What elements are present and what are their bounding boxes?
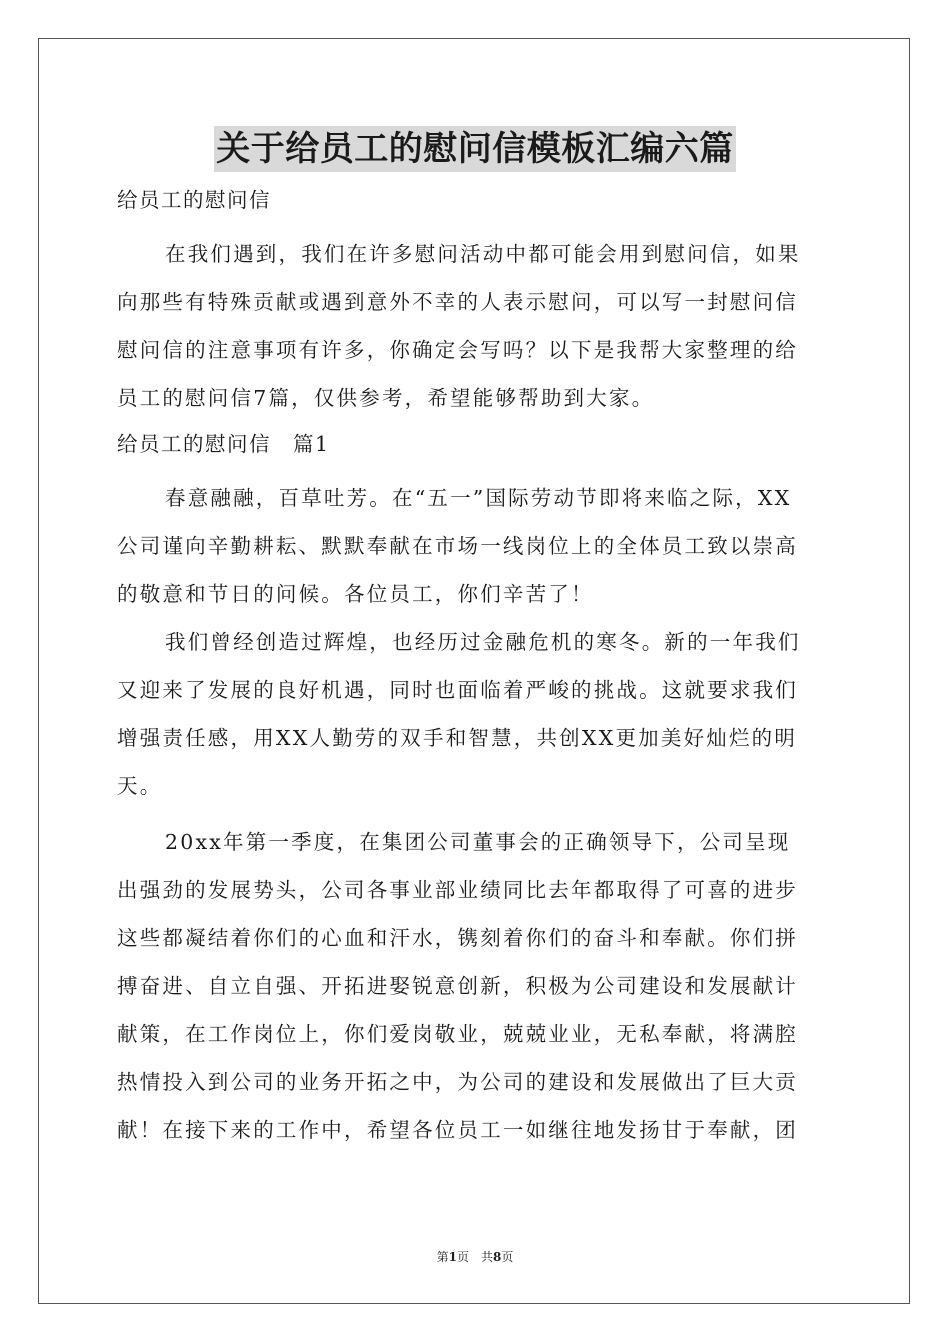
paragraph-3 [117,818,835,1154]
page-prefix: 第 [436,1250,449,1264]
text-line: 这些都凝结着你们的心血和汗水，镌刻着你们的奋斗和奉献。你们拼 [117,926,798,950]
page-current: 1 [448,1250,457,1264]
text-line: 增强责任感，用XX人勤劳的双手和智慧，共创XX更加美好灿烂的明 [117,726,798,750]
document-title: 关于给员工的慰问信模板汇编六篇 [214,126,736,172]
text-line: 公司谨向辛勤耕耘、默默奉献在市场一线岗位上的全体员工致以崇高 [117,534,798,558]
text-line: 在我们遇到，我们在许多慰问活动中都可能会用到慰问信，如果 [165,242,801,266]
text-line: 20xx年第一季度，在集团公司董事会的正确领导下，公司呈现 [165,830,791,854]
title-wrap [0,126,950,172]
page-suffix: 页 [501,1250,514,1264]
page-total: 8 [493,1250,502,1264]
text-line: 天。 [117,774,163,798]
text-line: 献！在接下来的工作中，希望各位员工一如继往地发扬甘于奉献，团 [117,1118,798,1142]
subheading: 给员工的慰问信 [117,188,271,212]
text-line: 出强劲的发展势头，公司各事业部业绩同比去年都取得了可喜的进步 [117,878,798,902]
page-footer [0,1248,950,1265]
text-line: 员工的慰问信7篇，仅供参考，希望能够帮助到大家。 [117,386,655,410]
text-line: 的敬意和节日的问候。各位员工，你们辛苦了！ [117,582,594,606]
text-line: 献策，在工作岗位上，你们爱岗敬业，兢兢业业，无私奉献，将满腔 [117,1022,798,1046]
text-line: 又迎来了发展的良好机遇，同时也面临着严峻的挑战。这就要求我们 [117,678,798,702]
text-line: 我们曾经创造过辉煌，也经历过金融危机的寒冬。新的一年我们 [165,630,801,654]
text-line: 搏奋进、自立自强、开拓进娶锐意创新，积极为公司建设和发展献计 [117,974,798,998]
paragraph-2 [117,618,835,810]
page-mid: 页 共 [456,1250,493,1264]
text-line: 慰问信的注意事项有许多，你确定会写吗？以下是我帮大家整理的给 [117,338,798,362]
text-line: 春意融融，百草吐芳。在“五一”国际劳动节即将来临之际，XX [165,486,792,510]
intro-paragraph [117,230,835,422]
paragraph-1 [117,474,835,618]
text-line: 热情投入到公司的业务开拓之中，为公司的建设和发展做出了巨大贡 [117,1070,798,1094]
section-heading: 给员工的慰问信 篇1 [117,432,330,456]
document-body [117,178,835,1154]
text-line: 向那些有特殊贡献或遇到意外不幸的人表示慰问，可以写一封慰问信 [117,290,798,314]
